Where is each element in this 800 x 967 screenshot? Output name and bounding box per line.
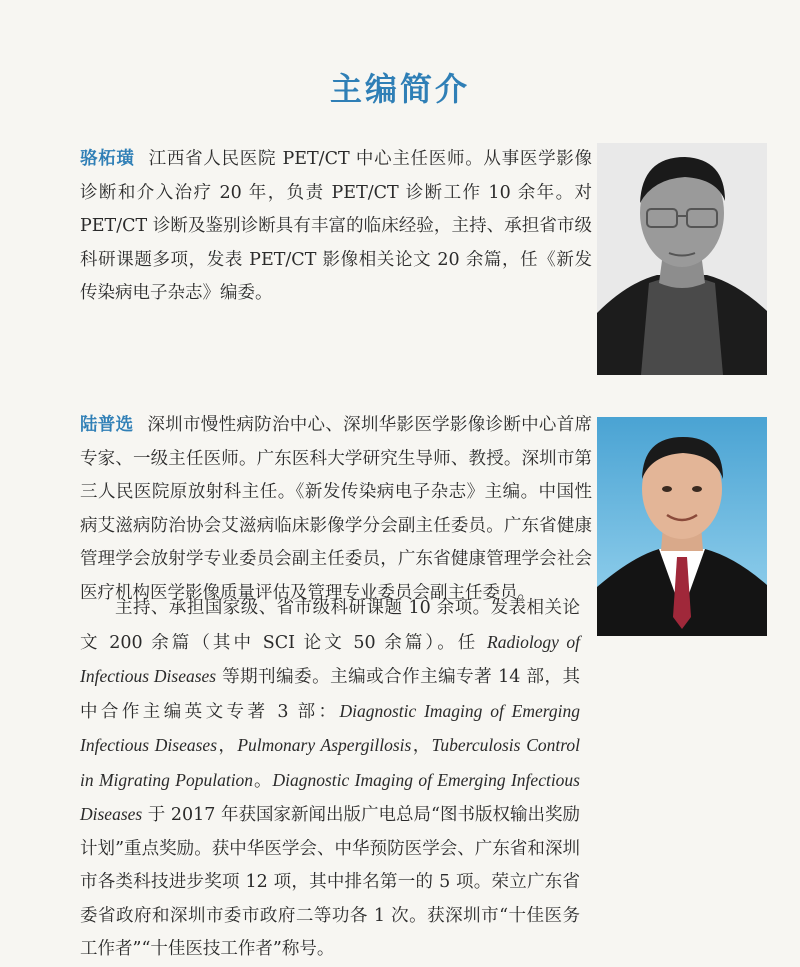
para2-text-1: 主持、承担国家级、省市级科研课题 10 余项。发表相关论文 200 余篇（其中 SCI 论文 50 余篇）。任 <box>80 598 580 653</box>
portrait-photo-suit-man-icon <box>597 417 767 636</box>
book-title-3: Tuberculosis Control in Migrating Population <box>80 735 581 790</box>
para2-sep-2: ， <box>411 736 432 756</box>
editor-bio-2 <box>80 409 592 610</box>
para2-sep-3: 。 <box>253 770 273 791</box>
book-title-2: Pulmonary Aspergillosis <box>237 735 412 755</box>
editor-photo-1 <box>597 143 767 375</box>
editor-bio-2-paragraph-2 <box>80 592 580 967</box>
para2-text-3: 于 2017 年获国家新闻出版广电总局“图书版权输出奖励计划”重点奖励。获中华医学会、中华预防医学会、广东省和深圳市各类科技进步奖项 12 项，其中排名第一的 5 项。荣立广东省委省政府和深圳市委市政府二等功各 1 次。获深圳市“十佳医务工作者”“十佳医技工作者”称号。 <box>80 805 580 959</box>
portrait-photo-glasses-man-icon <box>597 143 767 375</box>
editor-bio-text-1: 江西省人民医院 PET/CT 中心主任医师。从事医学影像诊断和介入治疗 20 年，负责 PET/CT 诊断工作 10 余年。对 PET/CT 诊断及鉴别诊断具有丰富的临床经验，主持、承担省市级科研课题多项，发表 PET/CT 影像相关论文 20 余篇，任《新发传染病电子杂志》编委。 <box>80 149 592 303</box>
page-title: 主编简介 <box>329 70 470 108</box>
editor-bio-text-2: 深圳市慢性病防治中心、深圳华影医学影像诊断中心首席专家、一级主任医师。广东医科大学研究生导师、教授。深圳市第三人民医院原放射科主任。《新发传染病电子杂志》主编。中国性病艾滋病防治协会艾滋病临床影像学分会副主任委员。广东省健康管理学会放射学专业委员会副主任委员，广东省健康管理学会社会医疗机构医学影像质量评估及管理专业委员会副主任委员。 <box>80 415 592 603</box>
book-title-1: Diagnostic Imaging of Emerging Infectious Diseases <box>80 700 580 755</box>
para2-sep-1: ， <box>217 736 238 756</box>
editor-photo-2 <box>597 417 767 636</box>
editor-name-2: 陆普选 <box>80 415 134 435</box>
para2-text-2: 等期刊编委。主编或合作主编专著 14 部，其中合作主编英文专著 3 部： <box>80 667 580 722</box>
editor-bio-1 <box>80 143 592 311</box>
editor-name-1: 骆柘璜 <box>80 149 135 169</box>
book-title-4: Diagnostic Imaging of Emerging Infectious Diseases <box>80 769 580 824</box>
journal-title: Radiology of Infectious Diseases <box>80 631 581 686</box>
